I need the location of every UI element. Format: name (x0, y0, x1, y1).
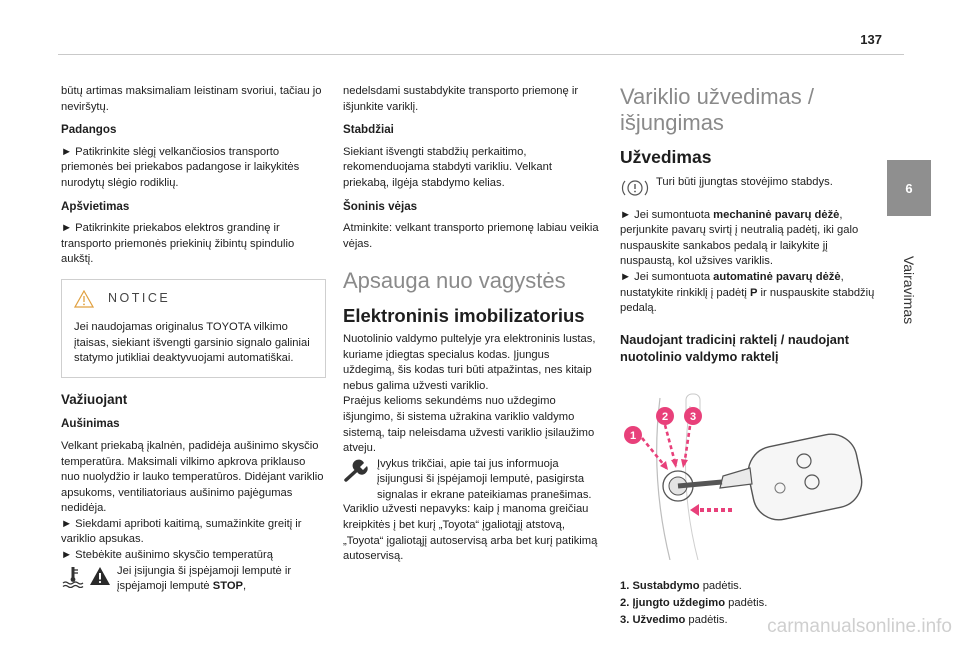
chapter-number: 6 (905, 180, 913, 196)
list-item: 1. Sustabdymo padėtis. (620, 580, 742, 593)
chapter-label: Vairavimas (901, 255, 918, 325)
tyres-text: ► Patikrinkite slėgį velkančiosios transporto priemonės bei priekabos padangose ir laikykitės nurodytų slėgio rodiklių. (61, 145, 300, 189)
fault-row (343, 457, 601, 504)
antitheft-heading: Apsauga nuo vagystės (343, 268, 566, 294)
immobiliser-text: Nuotolinio valdymo pultelyje yra elektroninis lustas, kuriame įdiegtas specialus kodas. Įjungus uždegimą, šis kodas turi būti atpažintas, nes kitaip nebus galima užvesti variklio. (343, 332, 596, 392)
manual-gearbox-text: ► Jei sumontuota mechaninė pavarų dėžė, perjunkite pavarų svirtį į neutralią padėtį, iki galo nuspauskite sankabos pedalą ir laikykite jį nuspaustą, kol užsives variklis. (620, 208, 859, 268)
tyres-heading: Padangos (61, 123, 117, 137)
cooling-bullet-2: ► Stebėkite aušinimo skysčio temperatūrą (61, 549, 273, 562)
chapter-tab[interactable] (887, 160, 931, 216)
key-ignition-figure (620, 388, 870, 560)
driving-heading: Važiuojant (61, 391, 128, 407)
warning-triangle-icon (74, 290, 94, 308)
column-2 (343, 84, 601, 572)
lighting-text: ► Patikrinkite priekabos elektros grandinę ir transporto priemonės priekinių žibintų spindulio aukštį. (61, 222, 295, 266)
immobiliser-heading: Elektroninis imobilizatorius (343, 305, 585, 327)
intro-text: būtų artimas maksimaliam leistinam svoriui, tačiau jo neviršytų. (61, 85, 322, 113)
auto-gearbox-text: ► Jei sumontuota automatinė pavarų dėžė, nustatykite rinkiklį į padėtį P ir nuspauskite stabdžių pedalą. (620, 270, 875, 315)
lighting-heading: Apšvietimas (61, 199, 130, 213)
list-item: 2. Įjungto uždegimo padėtis. (620, 596, 768, 609)
engine-start-heading: Variklio užvedimas / išjungimas (620, 84, 814, 135)
coolant-warning-row: Jei įsijungia ši įspėjamoji lemputė ir įspėjamoji lemputė STOP, (61, 564, 326, 595)
continued-text: nedelsdami sustabdykite transporto priemonę ir išjunkite variklį. (343, 85, 579, 113)
notice-title: NOTICE (108, 291, 171, 306)
immobiliser-text-2: Praėjus kelioms sekundėms nuo uždegimo išjungimo, ši sistema užrakina variklio valdymo sistemą, taip neleisdama užvesti variklio įsilaužimo atveju. (343, 395, 595, 455)
notice-box (61, 279, 326, 378)
column-1 (61, 84, 326, 595)
crosswind-heading: Šoninis vėjas (343, 199, 418, 213)
warning-triangle-icon (89, 566, 111, 586)
watermark: carmanualsonline.info (767, 616, 952, 637)
figure-label-1: 1 (629, 429, 637, 442)
parking-brake-text: Turi būti įjungtas stovėjimo stabdys. (656, 175, 833, 188)
list-item: 3. Užvedimo padėtis. (620, 613, 728, 626)
cooling-bullet-1: ► Siekdami apriboti kaitimą, sumažinkite greitį ir variklio apsukas. (61, 517, 302, 546)
key-heading: Naudojant tradicinį raktelį / naudojant nuotolinio valdymo raktelį (620, 331, 849, 364)
parking-brake-icon (620, 177, 650, 199)
wrench-icon (343, 459, 371, 483)
figure-label-2: 2 (661, 410, 669, 423)
parking-brake-row (620, 175, 882, 199)
brakes-heading: Stabdžiai (343, 123, 394, 137)
crosswind-text: Atminkite: velkant transporto priemonę labiau veikia vėjas. (343, 222, 599, 250)
brakes-text: Siekiant išvengti stabdžių perkaitimo, rekomenduojama stabdyti varikliu. Velkant priekabą, ilgėja stabdymo kelias. (343, 145, 552, 189)
figure-label-3: 3 (689, 410, 697, 423)
coolant-temperature-icon (61, 566, 85, 588)
fault-text: Įvykus trikčiai, apie tai jus informuoja įsijungusi ši įspėjamoji lemputė, pasigirsta signalas ir ekrane pateikiamas pranešimas. (377, 457, 592, 501)
notice-text: Jei naudojamas originalus TOYOTA vilkimo įtaisas, siekiant išvengti garsinio signalo galiniai statymo jutikliai deaktyvuojami automatiškai. (74, 320, 310, 365)
page-number: 137 (860, 32, 882, 47)
cooling-heading: Aušinimas (61, 417, 120, 431)
column-3 (620, 84, 882, 629)
starting-heading: Užvedimas (620, 147, 712, 167)
stop-label: STOP (212, 580, 244, 593)
coolant-warning-text: Jei įsijungia ši įspėjamoji lemputė ir įspėjamoji lemputė (117, 564, 292, 593)
header-rule (58, 54, 904, 55)
cooling-text: Velkant priekabą įkalnėn, padidėja aušinimo skysčio temperatūra. Maksimali vilkimo apkrova priklauso nuo nuolydžio ir lauko temperatūros. Didėjant variklio apsukoms, ventiliatoriaus aušinimo pajėgumas nedidėja. (61, 439, 324, 515)
fault-text-2: Variklio užvesti nepavyks: kaip į manoma greičiau kreipkitės į bet kurį „Toyota“ įgaliotąjį atstovą, „Toyota“ įgaliotąjį autoservisą arba bet kurį patikimą autoservisą. (343, 503, 598, 563)
